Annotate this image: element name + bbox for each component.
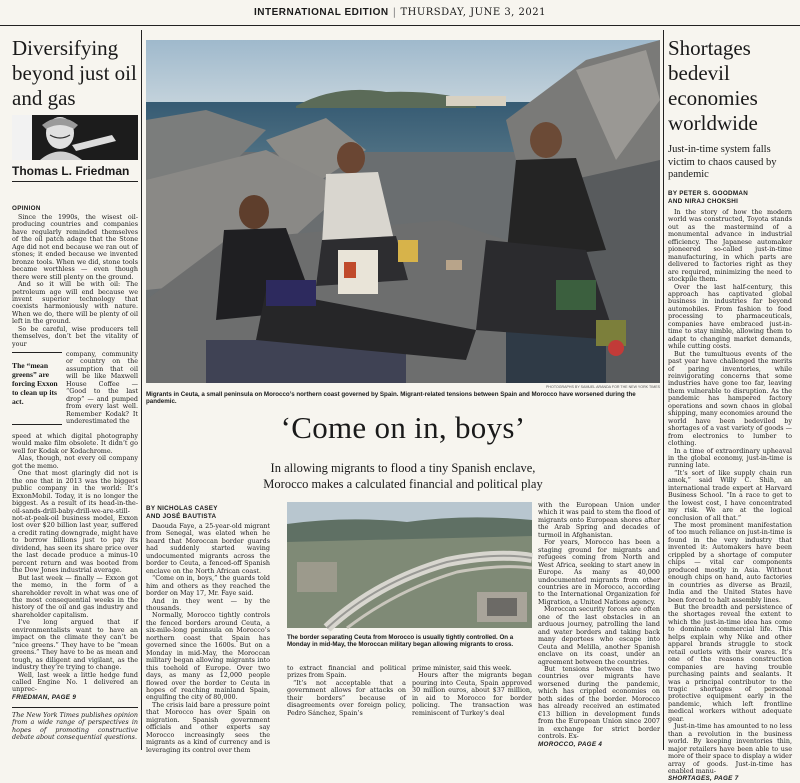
edition-label: INTERNATIONAL EDITION bbox=[254, 7, 389, 18]
paragraph: But last week — finally — Exxon got the memo, in the form of a shareholder revolt in what was one of the most consequential weeks in the history of the oil and gas industry and shareholder capitalism. bbox=[12, 573, 138, 619]
paragraph: Hours after the migrants began pouring into Ceuta, Spain approved 30 million euros, about $37 million, in aid to Morocco for border policing. The transaction was reminiscent of Turkey’s deal bbox=[412, 671, 532, 717]
paragraph: “Come on in, boys,” the guards told him and others as they reached the border on May 17, Mr. Faye said. bbox=[146, 574, 270, 598]
paragraph: And in they went — by the thousands. bbox=[146, 596, 270, 612]
left-article-top bbox=[12, 214, 138, 348]
paragraph: “It’s not acceptable that a government allows for attacks on their borders” because of disagreements over foreign policy, Pedro Sánchez, Spain’s bbox=[287, 678, 406, 717]
pull-quote: The “mean greens” are forcing Exxon to clean up its act. bbox=[12, 361, 58, 406]
main-article-col3 bbox=[412, 665, 532, 717]
paragraph: Normally, Morocco tightly controls the fenced borders around Ceuta, a six-mile-long peninsula on Morocco’s northern coast that Spain has governed since the 1600s. But on a Monday in mid-May, the Moroccan military began allowing migrants into this toehold of Europe. Over two days, as many as 12,000 people flowed over the border to Ceuta in hopes of reaching mainland Spain, engulfing the city of 80,000. bbox=[146, 611, 270, 702]
paragraph: So be careful, wise producers tell themselves, don’t bet the vitality of your bbox=[12, 324, 138, 348]
main-byline-2: AND JOSÉ BAUTISTA bbox=[146, 513, 217, 520]
paragraph: But the breadth and persistence of the shortages reveal the extent to which the just-in-time idea has come to dominate commercial life. This helps explain why Nike and other apparel brands struggle to stock retail outlets with their wares. It’s one of the reasons construction companies are having trouble purchasing paints and sealants. It was a principal contributor to the tragic shortages of personal protective equipment early in the pandemic, which left frontline medical workers without adequate gear. bbox=[668, 603, 792, 723]
right-article bbox=[668, 209, 792, 783]
border-photo-caption: The border separating Ceuta from Morocco is usually tightly controlled. On a Monday in mid-May, the Moroccan military began allowing migrants to cross. bbox=[287, 634, 514, 649]
right-byline-2: AND NIRAJ CHOKSHI bbox=[668, 198, 739, 205]
footer-divider bbox=[12, 707, 138, 708]
right-subhead: Just-in-time system falls victim to chaos caused by pandemic bbox=[668, 144, 777, 180]
paragraph: Since the 1990s, the wisest oil-producing countries and companies have regularly reminded themselves of the oil patch adage that the Stone Age did not end because we ran out of stones; it ended because we invented bronze tools. When we did, stone tools became worthless — even though there were still plenty on the ground. bbox=[12, 213, 138, 281]
border-photo[interactable] bbox=[287, 502, 532, 628]
left-headline[interactable]: Diversifying beyond just oil and gas bbox=[12, 36, 137, 110]
main-headline[interactable]: ‘Come on in, boys’ bbox=[280, 410, 526, 445]
paragraph: The most prominent manifestation of too much reliance on just-in-time is found in the very industry that invented it: Automakers have been crippled by a shortage of computer chips — vital car components produced mostly in Asia. Without enough chips on hand, auto factories in countries as diverse as Brazil, India and the United States have been forced to halt assembly lines. bbox=[668, 521, 792, 604]
main-article-col2 bbox=[287, 665, 406, 717]
author-divider bbox=[12, 181, 138, 182]
paragraph: with the European Union under which it was paid to stem the flood of migrants onto European shores after the Arab Spring and decades of turmoil in Afghanistan. bbox=[538, 501, 660, 539]
paragraph: company, community or country on the assumption that oil will be like Maxwell House Coffee — “Good to the last drop” — and pumped from every last well. Remember Kodak? It underestimated the bbox=[66, 350, 138, 426]
paragraph: speed at which digital photography would make film obsolete. It didn’t go well for Kodak or Kodachrome. bbox=[12, 432, 138, 455]
right-headline[interactable]: Shortages bedevil economies worldwide bbox=[668, 36, 758, 135]
section-label: OPINION bbox=[12, 205, 41, 212]
paragraph: Alas, though, not every oil company got the memo. bbox=[12, 454, 138, 470]
photo-caption: Migrants in Ceuta, a small peninsula on Morocco’s northern coast governed by Spain. Migrant-related tensions between Spain and Morocco have worsened during the pandemic. bbox=[146, 391, 636, 406]
left-article-bottom bbox=[12, 433, 138, 701]
paragraph: In a time of extraordinary upheaval in the global economy, just-in-time is running late. bbox=[668, 446, 792, 470]
main-jump-link[interactable]: MOROCCO, PAGE 4 bbox=[538, 740, 603, 748]
paragraph: Moroccan security forces are often one of the last obstacles in an arduous journey, patrolling the land and water borders and taking back many deportees who escape into Ceuta and Melilla, another Spanish enclave on its coast, under an agreement between the countries. bbox=[538, 605, 660, 666]
paragraph: Well, last week a little hedge fund called Engine No. 1 delivered an unprec- bbox=[12, 670, 138, 694]
pull-quote-box bbox=[12, 352, 62, 425]
paragraph: And so it will be with oil: The petroleum age will end because we invent superior technology that coexists harmoniously with nature. When we do, there will be plenty of oil left in the ground. bbox=[12, 280, 138, 326]
right-byline-1: BY PETER S. GOODMAN bbox=[668, 190, 749, 197]
paragraph: Daouda Faye, a 25-year-old migrant from Senegal, was elated when he heard that Moroccan border guards had suddenly started waving undocumented migrants across the border to Ceuta, a fenced-off Spanish enclave on the North African coast. bbox=[146, 522, 270, 575]
paragraph: But the tumultuous events of the past year have challenged the merits of paring inventories, while reinvigorating concerns that some industries have gone too far, leaving them vulnerable to disruption. As the pandemic has hampered factory operations and sown chaos in global shipping, many economies around the world have been bedeviled by shortages of a vast variety of goods — from electronics to lumber to clothing. bbox=[668, 349, 792, 448]
paragraph: The crisis laid bare a pressure point that Morocco has over Spain on migration. Spanish government officials and other experts say Morocco increasingly sees the migrants as a kind of currency and is leveraging its control over them bbox=[146, 700, 270, 754]
deck-line: Morocco makes a calculated financial and political play bbox=[263, 477, 543, 491]
deck-line: In allowing migrants to flood a tiny Spanish enclave, bbox=[270, 461, 536, 475]
author-portrait bbox=[12, 115, 138, 160]
paragraph: “It’s sort of like supply chain run amok,” said Willy C. Shih, an international trade expert at Harvard Business School. “In a race to get to the lowest cost, I have concentrated my risk. We are at the logical conclusion of all that.” bbox=[668, 468, 792, 522]
paragraph: One that most glaringly did not is the one that in 2013 was the biggest public company in the world: It’s ExxonMobil. Today, it is no longer the biggest. As a result of its head-in-the-oil-sands-drill-baby-drill-we-are-still-not-at-peak-oil business model, Exxon lost over $20 billion last year, suffered a credit rating downgrade, might have to borrow billions just to pay its dividend, has seen its share price over the last decade produce a minus-10 percent return and was booted from the Dow Jones industrial average. bbox=[12, 469, 138, 575]
column-rule-left bbox=[141, 30, 142, 750]
edition-date: THURSDAY, JUNE 3, 2021 bbox=[400, 7, 546, 18]
column-rule-right bbox=[663, 30, 664, 750]
main-article-col4 bbox=[538, 502, 660, 748]
masthead: INTERNATIONAL EDITION | THURSDAY, JUNE 3, 2021 bbox=[0, 0, 800, 26]
main-byline-1: BY NICHOLAS CASEY bbox=[146, 505, 218, 512]
paragraph: In the story of how the modern world was constructed, Toyota stands out as the mastermind of a monumental advance in industrial efficiency. The Japanese automaker pioneered so-called just-in-time manufacturing, in which parts are delivered to factories right as they are required, minimizing the need to stockpile them. bbox=[668, 208, 792, 284]
right-jump-link[interactable]: SHORTAGES, PAGE 7 bbox=[668, 775, 739, 783]
footer-note: The New York Times publishes opinion from a wide range of perspectives in hopes of promoting constructive debate about consequential questions. bbox=[12, 711, 138, 742]
paragraph: But tensions between the two countries over migrants have worsened during the pandemic, which has crippled economies on both sides of the border. Morocco has already received an estimated €13 billion in development funds from the European Union since 2007 in exchange for strict border controls. Ex- bbox=[538, 664, 660, 741]
photo-credit: PHOTOGRAPHS BY SAMUEL ARANDA FOR THE NEW YORK TIMES bbox=[546, 385, 660, 389]
author-name[interactable]: Thomas L. Friedman bbox=[12, 164, 130, 178]
left-jump-link[interactable]: FRIEDMAN, PAGE 9 bbox=[12, 693, 77, 701]
paragraph: Just-in-time has amounted to no less than a revolution in the business world. By keeping inventories thin, major retailers have been able to use more of their space to display a wider array of goods. Just-in-time has enabled manu- bbox=[668, 722, 792, 775]
main-photo[interactable] bbox=[146, 40, 660, 383]
paragraph: to extract financial and political prizes from Spain. bbox=[287, 664, 406, 680]
main-article-col1 bbox=[146, 523, 270, 754]
paragraph: Over the last half-century, this approach has captivated global business in industries far beyond automobiles. From fashion to food processing to pharmaceuticals, companies have embraced just-in-time to stay nimble, allowing them to adapt to changing market demands, while cutting costs. bbox=[668, 282, 792, 351]
paragraph: prime minister, said this week. bbox=[412, 664, 512, 672]
left-article-wrap bbox=[66, 351, 138, 426]
paragraph: For years, Morocco has been a staging ground for migrants and refugees coming from North and West Africa, seeking to start anew in Europe. As many as 40,000 undocumented migrants from other countries are in Morocco, according to the International Organization for Migration, a United Nations agency. bbox=[538, 538, 660, 606]
paragraph: I’ve long argued that if environmentalists want to have an impact on the climate they can’t be “nice greens.” They have to be “mean greens.” They have to be as mean and tough, as diligent and vigilant, as the industry they’re trying to change. bbox=[12, 618, 138, 672]
main-deck bbox=[160, 460, 646, 492]
